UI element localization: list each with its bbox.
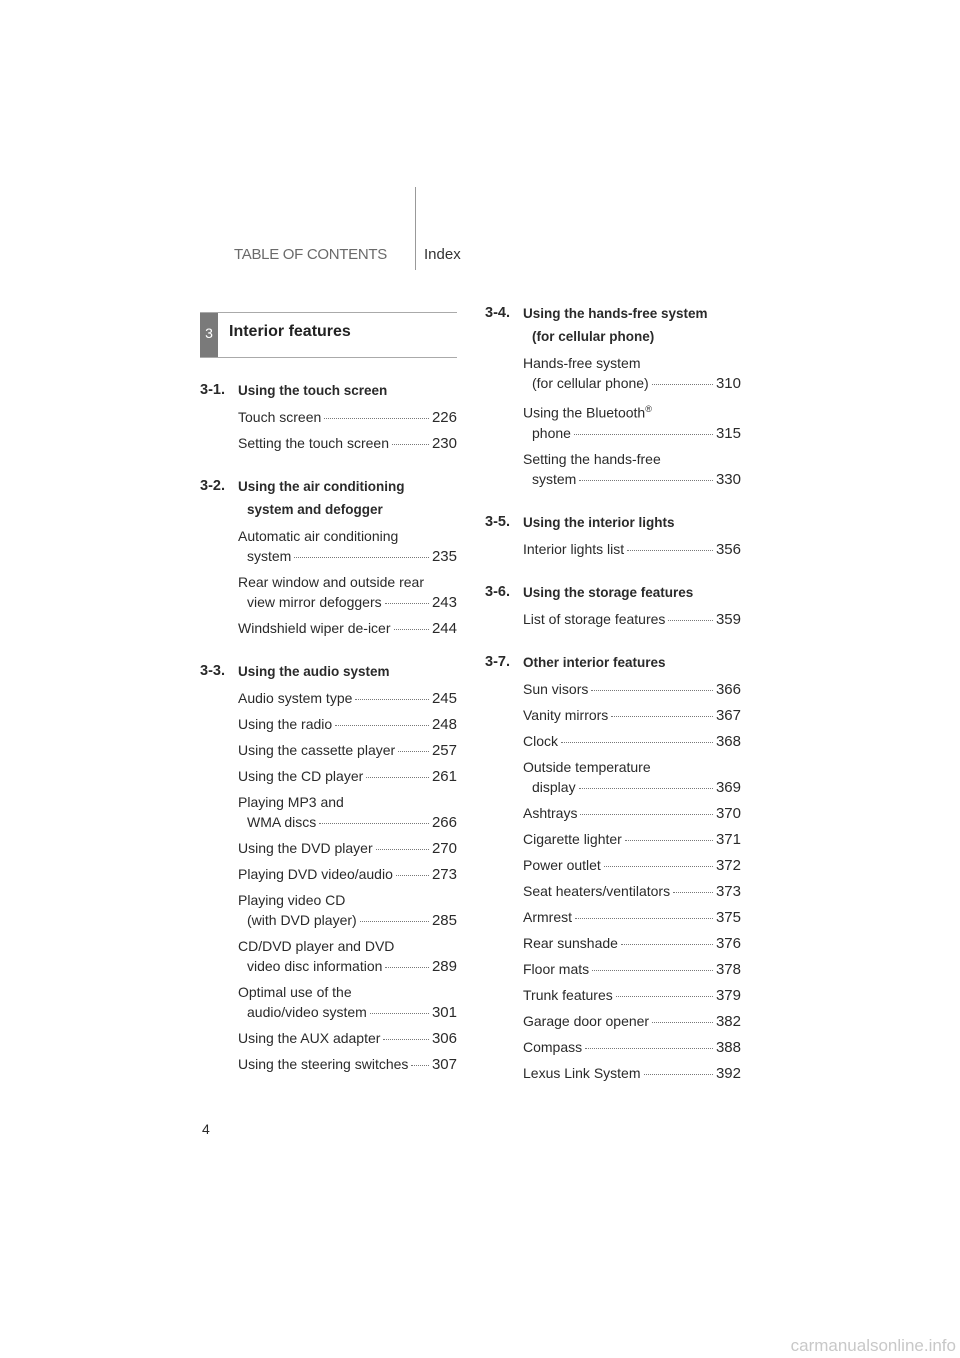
entry-page: 310 <box>715 375 741 392</box>
toc-entry[interactable] <box>523 933 741 954</box>
entry-row <box>523 423 741 444</box>
dot-leader <box>652 384 713 385</box>
entry-text: Using the cassette player <box>238 742 396 758</box>
dot-leader <box>370 1013 429 1014</box>
entry-page: 289 <box>431 958 457 975</box>
dot-leader <box>396 875 429 876</box>
entry-text: phone <box>532 424 571 441</box>
toc-entry[interactable] <box>238 890 457 931</box>
section-title-line: Using the hands-free system <box>523 306 708 321</box>
section-title[interactable] <box>523 302 708 348</box>
entry-page: 372 <box>715 856 741 874</box>
toc-entry[interactable] <box>238 864 457 885</box>
entry-page: 266 <box>431 814 457 831</box>
toc-entry[interactable] <box>523 353 741 394</box>
entry-text: Audio system type <box>238 690 353 706</box>
toc-entry[interactable] <box>238 714 457 735</box>
entry-text: Using the radio <box>238 716 333 732</box>
entry-row <box>523 705 741 726</box>
entry-page: 368 <box>715 732 741 750</box>
section-title-line: Using the air conditioning <box>238 479 405 494</box>
dot-leader <box>668 620 713 621</box>
entry-page: 285 <box>431 912 457 929</box>
entry-row <box>238 740 457 761</box>
toc-entry[interactable] <box>523 803 741 824</box>
toc-entry[interactable] <box>523 907 741 928</box>
entry-page: 375 <box>715 908 741 926</box>
entry-row <box>238 956 457 977</box>
entry-page: 248 <box>431 716 457 733</box>
section-title-line: (for cellular phone) <box>532 329 655 344</box>
dot-leader <box>673 892 713 893</box>
entry-text: Garage door opener <box>523 1012 650 1029</box>
dot-leader <box>574 434 713 435</box>
toc-entry[interactable] <box>523 399 741 444</box>
entry-text: Using the AUX adapter <box>238 1030 381 1046</box>
entry-row <box>523 1063 741 1084</box>
entry-text: Setting the touch screen <box>238 435 389 451</box>
entry-page: 392 <box>715 1064 741 1082</box>
dot-leader <box>376 849 429 850</box>
entry-list <box>485 539 741 560</box>
entry-text-line: Setting the hands-free <box>523 450 661 467</box>
toc-entry[interactable] <box>523 539 741 560</box>
entry-text: Power outlet <box>523 856 601 873</box>
entry-page: 378 <box>715 960 741 978</box>
entry-page: 359 <box>715 610 741 628</box>
entry-page: 244 <box>431 620 457 637</box>
entry-row <box>523 959 741 980</box>
entry-row <box>523 609 741 630</box>
entry-text: Floor mats <box>523 960 590 977</box>
dot-leader <box>385 603 429 604</box>
entry-text: Vanity mirrors <box>523 706 609 723</box>
entry-text-line: Playing MP3 and <box>238 794 344 810</box>
toc-section <box>200 379 457 454</box>
toc-entry[interactable] <box>523 829 741 850</box>
entry-page: 330 <box>715 470 741 488</box>
entry-row <box>523 731 741 752</box>
dot-leader <box>591 690 713 691</box>
entry-list <box>485 353 741 490</box>
dot-leader <box>616 996 713 997</box>
dot-leader <box>385 967 429 968</box>
section-number: 3-7. <box>485 653 510 670</box>
entry-list <box>485 679 741 1084</box>
entry-page: 273 <box>431 866 457 883</box>
toc-entry[interactable] <box>238 433 457 454</box>
entry-row <box>523 933 741 954</box>
entry-row <box>523 855 741 876</box>
header-divider <box>415 187 416 270</box>
dot-leader <box>592 970 713 971</box>
entry-text-line: CD/DVD player and DVD <box>238 938 395 954</box>
entry-text: Ashtrays <box>523 804 578 821</box>
entry-text: Compass <box>523 1038 583 1055</box>
entry-page: 301 <box>431 1004 457 1021</box>
dot-leader <box>394 629 429 630</box>
section-title[interactable] <box>238 660 390 683</box>
toc-entry[interactable] <box>523 731 741 752</box>
dot-leader <box>579 788 713 789</box>
entry-page: 379 <box>715 986 741 1004</box>
entry-row <box>238 864 457 885</box>
entry-page: 226 <box>431 409 457 426</box>
dot-leader <box>585 1048 713 1049</box>
entry-page: 388 <box>715 1038 741 1056</box>
dot-leader <box>355 699 429 700</box>
toc-entry[interactable] <box>523 705 741 726</box>
chapter-title: Interior features <box>229 323 351 340</box>
section-heading <box>485 581 741 604</box>
section-title-line: Other interior features <box>523 654 666 670</box>
entry-row <box>523 881 741 902</box>
toc-entry[interactable] <box>238 618 457 639</box>
section-heading <box>485 651 741 674</box>
dot-leader <box>652 1022 713 1023</box>
toc-entry[interactable] <box>238 526 457 567</box>
entry-text: video disc information <box>247 958 383 974</box>
entry-page: 307 <box>431 1056 457 1073</box>
entry-text-line: Outside temperature <box>523 758 651 775</box>
entry-text: Using the CD player <box>238 768 364 784</box>
dot-leader <box>366 777 429 778</box>
entry-text: Lexus Link System <box>523 1064 641 1081</box>
dot-leader <box>398 751 429 752</box>
entry-page: 376 <box>715 934 741 952</box>
section-title-line: Using the touch screen <box>238 383 388 398</box>
toc-entry[interactable] <box>238 936 457 977</box>
entry-page: 356 <box>715 540 741 558</box>
entry-text: audio/video system <box>247 1004 367 1020</box>
section-number: 3-2. <box>200 478 225 494</box>
section-heading <box>485 302 741 348</box>
entry-row <box>238 1028 457 1049</box>
dot-leader <box>644 1074 713 1075</box>
dot-leader <box>580 814 713 815</box>
entry-text: Trunk features <box>523 986 613 1003</box>
entry-page: 382 <box>715 1012 741 1030</box>
index-link[interactable]: Index <box>424 246 461 263</box>
dot-leader <box>575 918 713 919</box>
entry-text-line: Automatic air conditioning <box>238 528 399 544</box>
section-title[interactable] <box>523 511 675 534</box>
entry-text-line: Hands-free system <box>523 355 641 371</box>
entry-text: Sun visors <box>523 680 589 697</box>
dot-leader <box>324 418 429 419</box>
entry-page: 245 <box>431 690 457 707</box>
dot-leader <box>561 742 713 743</box>
toc-entry[interactable] <box>523 959 741 980</box>
toc-entry[interactable] <box>523 757 741 798</box>
toc-entry[interactable] <box>238 688 457 709</box>
section-title[interactable] <box>523 581 693 604</box>
section-title[interactable] <box>238 379 387 402</box>
section-heading <box>485 511 741 534</box>
toc-section <box>200 475 457 639</box>
entry-text: Using the steering switches <box>238 1056 409 1072</box>
section-number: 3-4. <box>485 305 510 321</box>
dot-leader <box>625 840 713 841</box>
toc-entry[interactable] <box>523 855 741 876</box>
entry-row <box>523 539 741 560</box>
entry-row <box>238 910 457 931</box>
entry-text: Interior lights list <box>523 540 625 557</box>
entry-text: Using the DVD player <box>238 840 373 856</box>
entry-text: (with DVD player) <box>247 912 357 928</box>
entry-row <box>523 373 741 394</box>
section-number: 3-3. <box>200 663 225 679</box>
toc-entry[interactable] <box>523 1011 741 1032</box>
entry-page: 235 <box>431 548 457 565</box>
entry-text: display <box>532 778 576 795</box>
entry-row <box>238 766 457 787</box>
dot-leader <box>360 921 429 922</box>
entry-text-line: Rear window and outside rear <box>238 574 424 590</box>
entry-text: (for cellular phone) <box>532 375 649 391</box>
dot-leader <box>335 725 429 726</box>
dot-leader <box>627 550 713 551</box>
entry-row <box>238 433 457 454</box>
entry-row <box>238 618 457 639</box>
toc-entry[interactable] <box>523 449 741 490</box>
entry-text: Armrest <box>523 908 572 925</box>
toc-section <box>485 651 741 1084</box>
toc-section <box>485 511 741 560</box>
section-heading <box>200 475 457 521</box>
toc-entry[interactable] <box>238 982 457 1023</box>
section-title-line: Using the audio system <box>238 664 390 679</box>
entry-row <box>238 1002 457 1023</box>
entry-page: 230 <box>431 435 457 452</box>
toc-section <box>485 302 741 490</box>
entry-row <box>238 812 457 833</box>
entry-list <box>200 526 457 639</box>
entry-row <box>523 829 741 850</box>
dot-leader <box>383 1039 429 1040</box>
entry-row <box>238 838 457 859</box>
toc-entry[interactable] <box>523 1037 741 1058</box>
entry-text: Rear sunshade <box>523 934 618 951</box>
toc-entry[interactable] <box>238 407 457 428</box>
toc-entry[interactable] <box>238 1054 457 1075</box>
entry-page: 367 <box>715 706 741 724</box>
registered-mark: ® <box>645 404 652 414</box>
section-title-line: system and defogger <box>247 502 383 517</box>
toc-entry[interactable] <box>238 838 457 859</box>
entry-text: Clock <box>523 732 559 749</box>
entry-text: WMA discs <box>247 814 317 830</box>
left-column <box>200 379 457 1096</box>
entry-page: 257 <box>431 742 457 759</box>
dot-leader <box>294 557 429 558</box>
entry-row <box>238 1054 457 1075</box>
entry-text: view mirror defoggers <box>247 594 382 610</box>
entry-text: Playing DVD video/audio <box>238 866 393 882</box>
entry-page: 243 <box>431 594 457 611</box>
entry-text: Cigarette lighter <box>523 830 622 847</box>
toc-entry[interactable] <box>523 609 741 630</box>
watermark: carmanualsonline.info <box>790 1336 956 1355</box>
dot-leader <box>411 1065 429 1066</box>
toc-entry[interactable] <box>523 679 741 700</box>
entry-text: Touch screen <box>238 409 322 425</box>
entry-row <box>238 546 457 567</box>
section-heading <box>200 660 457 683</box>
entry-text: system <box>247 548 292 564</box>
entry-row <box>523 469 741 490</box>
section-number: 3-6. <box>485 583 510 600</box>
entry-page: 371 <box>715 830 741 848</box>
toc-entry[interactable] <box>238 792 457 833</box>
entry-list <box>200 407 457 454</box>
entry-row <box>523 1037 741 1058</box>
chapter-number: 3 <box>200 313 218 357</box>
entry-page: 370 <box>715 804 741 822</box>
section-title[interactable] <box>523 651 666 674</box>
toc-entry[interactable] <box>238 766 457 787</box>
toc-section <box>485 581 741 630</box>
entry-page: 306 <box>431 1030 457 1047</box>
toc-entry[interactable] <box>238 740 457 761</box>
entry-text: system <box>532 470 577 487</box>
toc-entry[interactable] <box>523 881 741 902</box>
toc-entry[interactable] <box>238 572 457 613</box>
table-of-contents-link[interactable]: TABLE OF CONTENTS <box>234 246 387 263</box>
section-title-line: Using the interior lights <box>523 514 675 530</box>
entry-row <box>238 592 457 613</box>
dot-leader <box>319 823 429 824</box>
entry-row <box>238 407 457 428</box>
entry-list <box>485 609 741 630</box>
entry-text-line: Using the Bluetooth® <box>523 404 652 421</box>
entry-text: Windshield wiper de-icer <box>238 620 391 636</box>
dot-leader <box>579 480 713 481</box>
entry-page: 261 <box>431 768 457 785</box>
entry-page: 373 <box>715 882 741 900</box>
toc-entry[interactable] <box>238 1028 457 1049</box>
dot-leader <box>621 944 713 945</box>
toc-section <box>200 660 457 1075</box>
entry-text-line: Playing video CD <box>238 892 346 908</box>
entry-text: List of storage features <box>523 610 666 627</box>
entry-text: Seat heaters/ventilators <box>523 882 671 899</box>
section-number: 3-5. <box>485 513 510 530</box>
entry-row <box>523 679 741 700</box>
entry-page: 270 <box>431 840 457 857</box>
right-column <box>485 302 741 1105</box>
dot-leader <box>611 716 713 717</box>
entry-row <box>523 907 741 928</box>
toc-entry[interactable] <box>523 985 741 1006</box>
entry-row <box>523 803 741 824</box>
entry-row <box>238 714 457 735</box>
entry-row <box>238 688 457 709</box>
page-number: 4 <box>202 1121 210 1137</box>
dot-leader <box>604 866 713 867</box>
dot-leader <box>392 444 429 445</box>
entry-page: 369 <box>715 778 741 796</box>
entry-page: 315 <box>715 424 741 442</box>
chapter-header <box>200 312 457 358</box>
entry-row <box>523 777 741 798</box>
entry-text-line: Optimal use of the <box>238 984 352 1000</box>
entry-row <box>523 985 741 1006</box>
section-number: 3-1. <box>200 382 225 398</box>
entry-list <box>200 688 457 1075</box>
section-title[interactable] <box>238 475 405 521</box>
entry-page: 366 <box>715 680 741 698</box>
toc-entry[interactable] <box>523 1063 741 1084</box>
section-heading <box>200 379 457 402</box>
section-title-line: Using the storage features <box>523 584 694 600</box>
entry-row <box>523 1011 741 1032</box>
